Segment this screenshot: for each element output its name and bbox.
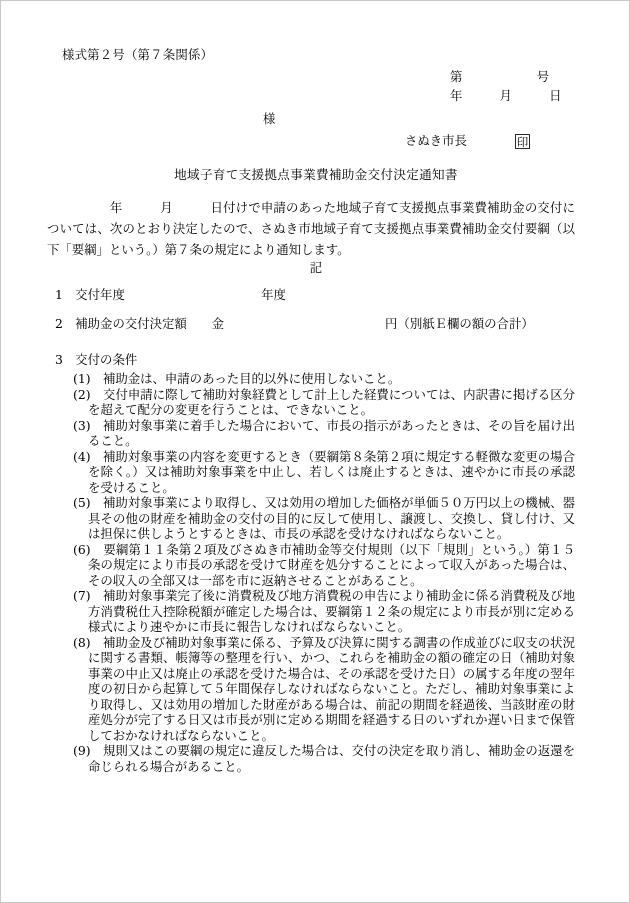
condition-marker: (3) [73, 417, 91, 433]
seal-stamp-icon: 印 [516, 135, 529, 149]
condition-marker: (7) [73, 588, 91, 603]
section-grant-fiscal-year: 1 交付年度 年度 [55, 287, 286, 302]
condition-text: 規則又はこの要綱の規定に違反した場合は、交付の決定を取り消し、補助金の返還を命じられる場合があること。 [88, 743, 575, 774]
condition-text: 要綱第１１条第２項及びさぬき市補助金等交付規則（以下「規則」という。）第１５条の規定により市長の承認を受けて財産を処分することによって収入があった場合は、その収入の全部又は一部を市に返納させることがあること。 [88, 541, 575, 588]
section-grant-conditions: 3 交付の条件 [55, 352, 138, 367]
condition-item [73, 542, 575, 589]
document-title: 地域子育て支援拠点事業費補助金交付決定通知書 [174, 167, 458, 182]
condition-marker: (9) [73, 743, 91, 758]
condition-item [73, 635, 575, 744]
ki-mark: 記 [309, 260, 323, 275]
condition-item [73, 449, 575, 496]
condition-item [73, 588, 575, 635]
condition-item [73, 418, 575, 449]
condition-text: 補助金は、申請のあった目的以外に使用しないこと。 [90, 371, 401, 386]
document-meta-block [431, 71, 576, 110]
document-date-line: 年 月 日 [450, 88, 562, 104]
condition-marker: (4) [73, 448, 91, 464]
condition-text: 補助金及び補助対象事業に係る、予算及び決算に関する調書の作成並びに収支の状況に関する書類、帳簿等の整理を行い、かつ、これらを補助金の額の確定の日（補助対象事業の中止又は廃止の承認を受けた場合は、その承認を受けた日）の属する年度の翌年度の初日から起算して５年間保存しなければならないこと。ただし、補助対象事業により取得し、又は効用の増加した財産がある場合は、前記の期間を経過後、当該財産の財産処分が完了する日又は市長が別に定める期間を経過する日のいずれか遅い日まで保管しておかなければならないこと。 [88, 634, 575, 743]
recipient-honorific: 様 [263, 111, 276, 126]
condition-text: 補助対象事業完了後に消費税及び地方消費税の申告により補助金に係る消費税及び地方消費税仕入控除税額が確定した場合は、要綱第１２条の規定により市長が別に定める様式により速やかに市長に報告しなければならないこと。 [88, 588, 575, 634]
condition-item [73, 387, 575, 418]
condition-marker: (2) [73, 386, 91, 402]
section-grant-amount: 2 補助金の交付決定額 金 円（別紙Ｅ欄の額の合計） [55, 316, 534, 331]
intro-paragraph: 年 月 日付けで申請のあった地域子育て支援拠点事業費補助金の交付については、次のとおり決定したので、さぬき市地域子育て支援拠点事業費補助金交付要綱（以下「要綱」という。）第７条の規定により通知します。 [47, 200, 575, 257]
condition-text: 補助対象事業により取得し、又は効用の増加した価格が単価５０万円以上の機械、器具その他の財産を補助金の交付の目的に反して使用し、譲渡し、交換し、貸し付け、又は担保に供しようとするときは、市長の承認を受けなければならないこと。 [88, 495, 575, 541]
conditions-list [73, 371, 575, 774]
condition-item [73, 743, 575, 774]
condition-item [73, 495, 575, 542]
condition-item [73, 371, 575, 387]
issuer-name: さぬき市長 [405, 133, 467, 149]
condition-text: 補助対象事業の内容を変更するとき（要綱第８条第２項に規定する軽微な変更の場合を除く。）又は補助対象事業を中止し、若しくは廃止するときは、速やかに市長の承認を受けること。 [88, 448, 575, 495]
condition-marker: (8) [73, 634, 91, 650]
condition-text: 補助対象事業に着手した場合において、市長の指示があったときは、その旨を届け出ること。 [88, 417, 575, 448]
condition-marker: (5) [73, 495, 91, 510]
condition-marker: (1) [73, 371, 91, 386]
condition-marker: (6) [73, 541, 91, 557]
issuer-block [405, 134, 530, 149]
document-number-line: 第 号 [450, 69, 550, 84]
form-number: 様式第２号（第７条関係） [62, 47, 214, 62]
condition-text: 交付申請に際して補助対象経費として計上した経費については、内訳書に掲げる区分を超えて配分の変更を行うことは、できないこと。 [88, 386, 575, 417]
